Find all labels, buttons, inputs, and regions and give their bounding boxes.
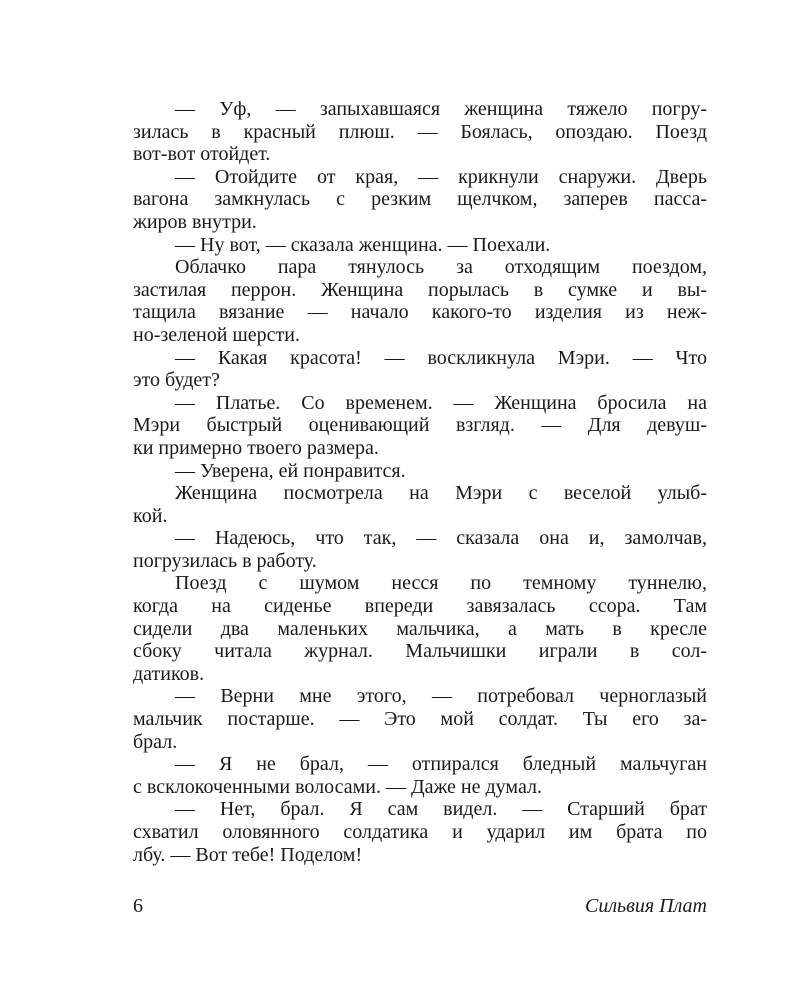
text-line: — Отойдите от края, — крикнули снаружи. Дверь (175, 165, 707, 188)
text-line: — Верни мне этого, — потребовал черноглазый (175, 685, 707, 708)
text-line: когда на сиденье впереди завязалась ссора. Там (133, 595, 707, 618)
text-line: но-зеленой шерсти. (133, 323, 301, 346)
text-line: это будет? (133, 369, 220, 392)
text-line: — Я не брал, — отпирался бледный мальчуган (175, 753, 707, 776)
text-line: кой. (133, 504, 168, 527)
body-text (133, 98, 707, 866)
text-line: Облачко пара тянулось за отходящим поездом, (175, 256, 707, 279)
text-line: сидели два маленьких мальчика, а мать в кресле (133, 617, 707, 640)
text-line: с всклокоченными волосами. — Даже не думал. (133, 775, 542, 798)
running-author: Сильвия Плат (585, 895, 707, 917)
text-line: схватил оловянного солдатика и ударил им брата по (133, 821, 707, 843)
text-line: вагона замкнулась с резким щелчком, заперев пасса- (133, 188, 707, 211)
text-line: тащила вязание — начало какого-то изделия из неж- (133, 301, 707, 324)
text-line: — Уф, — запыхавшаяся женщина тяжело погру- (175, 98, 707, 120)
text-line: — Какая красота! — воскликнула Мэри. — Что (175, 346, 707, 369)
text-line: зилась в красный плюш. — Боялась, опоздаю. Поезд (133, 120, 707, 143)
text-line: жиров внутри. (133, 210, 257, 233)
text-line: мальчик постарше. — Это мой солдат. Ты его за- (133, 708, 707, 731)
text-line: вот-вот отойдет. (133, 143, 271, 166)
text-line: сбоку читала журнал. Мальчишки играли в сол- (133, 640, 707, 663)
text-line: Женщина посмотрела на Мэри с веселой улыб- (175, 482, 707, 505)
text-line: — Платье. Со временем. — Женщина бросила на (175, 391, 707, 414)
text-line: ки примерно твоего размера. (133, 436, 379, 459)
text-line: погрузилась в работу. (133, 549, 317, 572)
text-line: — Ну вот, — сказала женщина. — Поехали. (175, 233, 551, 256)
text-line: — Уверена, ей понравится. (175, 459, 406, 482)
text-line: — Нет, брал. Я сам видел. — Старший брат (175, 798, 707, 821)
text-line: Мэри быстрый оценивающий взгляд. — Для девуш- (133, 414, 707, 437)
page-footer (133, 893, 707, 919)
page-number: 6 (133, 895, 143, 917)
text-line: лбу. — Вот тебе! Поделом! (133, 843, 363, 866)
text-line: — Надеюсь, что так, — сказала она и, замолчав, (175, 527, 707, 550)
text-line: Поезд с шумом несся по темному туннелю, (175, 572, 707, 595)
text-line: застилая перрон. Женщина порылась в сумке и вы- (133, 278, 707, 301)
text-line: брал. (133, 730, 178, 753)
text-line: датиков. (133, 662, 205, 685)
